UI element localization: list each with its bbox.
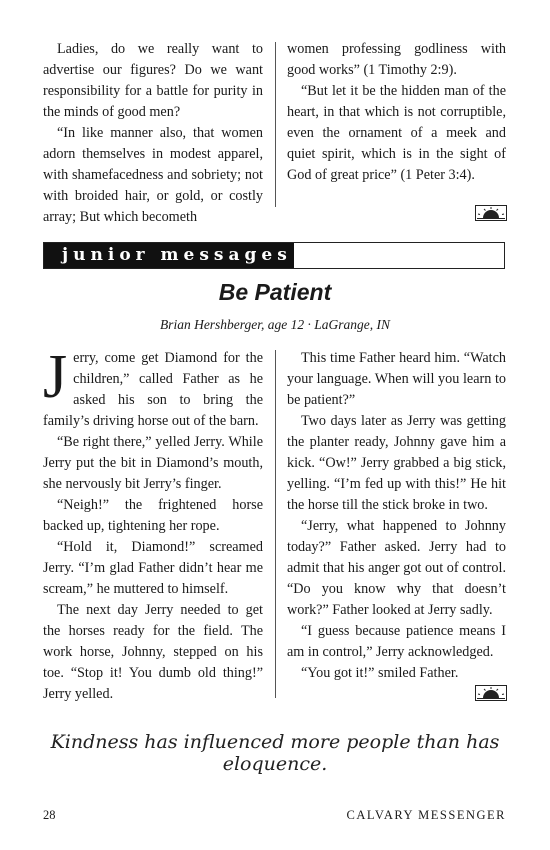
paragraph: “Jerry, what happened to Johnny today?” Father asked. Jerry had to admit that his anger got out of control. “Do you know why that doesn’t work?” Father looked at Jerry sadly. bbox=[287, 518, 506, 618]
sunrise-ornament-icon bbox=[475, 685, 507, 701]
paragraph: “But let it be the hidden man of the heart, in that which is not corruptible, even the ornament of a meek and quiet spirit, which is in the sight of God of great price” (1 Peter 3:4). bbox=[287, 83, 506, 183]
top-right-column bbox=[287, 39, 506, 186]
paragraph: women professing godliness with good works” (1 Timothy 2:9). bbox=[287, 41, 506, 78]
section-banner-label: junior messages bbox=[44, 243, 294, 268]
top-left-column bbox=[43, 39, 263, 228]
paragraph: This time Father heard him. “Watch your language. When will you learn to be patient?” bbox=[287, 350, 506, 408]
paragraph: The next day Jerry needed to get the horses ready for the field. The work horse, Johnny, stepped on his toe. “Stop it! You dumb old thing!” Jerry yelled. bbox=[43, 602, 263, 702]
paragraph: Ladies, do we really want to advertise our figures? Do we want responsibility for a battle for purity in the minds of good men? bbox=[43, 41, 263, 120]
column-divider bbox=[275, 350, 276, 698]
paragraph: “In like manner also, that women adorn themselves in modest apparel, with shamefacedness and sobriety; not with broided hair, or gold, or costly array; But which becometh bbox=[43, 125, 263, 225]
paragraph: “Hold it, Diamond!” screamed Jerry. “I’m glad Father didn’t hear me scream,” he muttered to himself. bbox=[43, 539, 263, 597]
closing-quote: Kindness has influenced more people than has eloquence. bbox=[50, 731, 500, 775]
article-byline: Brian Hershberger, age 12 · LaGrange, IN bbox=[159, 317, 391, 332]
publication-name: CALVARY MESSENGER bbox=[346, 808, 506, 822]
paragraph: “I guess because patience means I am in control,” Jerry acknowledged. bbox=[287, 623, 506, 660]
drop-cap: J bbox=[43, 343, 68, 411]
column-divider bbox=[275, 42, 276, 207]
first-paragraph-text: erry, come get Diamond for the children,” called Father as he asked his son to bring the family’s driving horse out of the barn. bbox=[43, 350, 263, 429]
first-paragraph bbox=[43, 343, 263, 432]
paragraph: Two days later as Jerry was getting the planter ready, Johnny gave him a kick. “Ow!” Jerry grabbed a big stick, yelling. “I’m fed up with this!” He hit the horse till the stick broke in two. bbox=[287, 413, 506, 513]
paragraph: “Be right there,” yelled Jerry. While Jerry put the bit in Diamond’s mouth, she nervously bit Jerry’s finger. bbox=[43, 434, 263, 492]
paragraph: “Neigh!” the frightened horse backed up, tightening her rope. bbox=[43, 497, 263, 534]
paragraph: “You got it!” smiled Father. bbox=[301, 665, 459, 681]
article-title: Be Patient bbox=[218, 279, 332, 305]
article-right-column bbox=[287, 348, 506, 684]
page-number: 28 bbox=[43, 808, 56, 822]
sunrise-ornament-icon bbox=[475, 205, 507, 221]
article-left-column bbox=[43, 343, 263, 705]
section-banner bbox=[43, 242, 505, 269]
